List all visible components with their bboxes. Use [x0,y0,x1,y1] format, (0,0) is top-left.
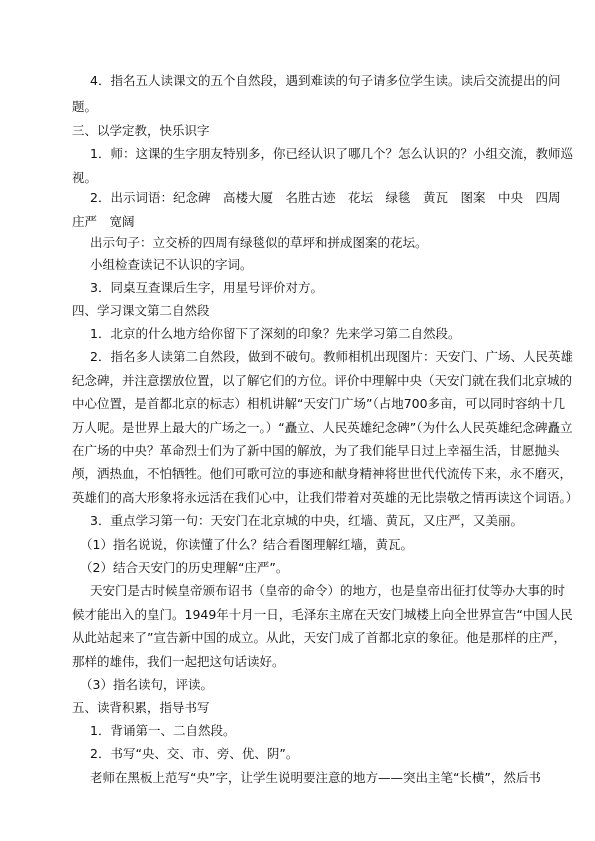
paragraph-line: 3．重点学习第一句：天安门在北京城的中央，红墙、黄瓦，又庄严，又美丽。 [90,513,523,528]
paragraph-line: 出示句子：立交桥的四周有绿毯似的草坪和拼成图案的花坛。 [90,235,428,250]
paragraph-line: 2．指名多人读第二自然段，做到不破句。教师相机出现图片：天安门、广场、人民英雄 [90,349,573,364]
paragraph-line: 题。 [72,99,98,114]
section-heading: 三、以学定教，快乐识字 [72,123,210,138]
paragraph-line: 候才能出入的皇门。1949年十月一日，毛泽东主席在天安门城楼上向全世界宣告“中国人民 [72,607,573,622]
paragraph-line: 英雄们的高大形象将永远活在我们心中，让我们带着对英雄的无比崇敬之情再读这个词语。） [72,490,579,505]
paragraph-line: 中心位置，是首都北京的标志）相机讲解“天安门广场”（占地700多亩，可以同时容纳十几 [72,396,566,411]
paragraph-line: 1．背诵第一、二自然段。 [90,723,236,738]
paragraph-line: 2．书写“央、交、市、旁、优、阴”。 [90,746,299,761]
paragraph-line: （2）结合天安门的历史理解“庄严”。 [80,560,289,575]
paragraph-line: （3）指名读句，评读。 [80,677,213,692]
paragraph-line: 4．指名五人读课文的五个自然段，遇到难读的句子请多位学生读。读后交流提出的问 [90,73,561,88]
paragraph-line: 3．同桌互查课后生字，用星号评价对方。 [90,280,323,295]
paragraph-line: 2．出示词语：纪念碑 高楼大厦 名胜古迹 花坛 绿毯 黄瓦 图案 中央 四周 [90,190,561,205]
section-heading: 五、读背积累，指导书写 [72,700,210,715]
paragraph-line: 1．师：这课的生字朋友特别多，你已经认识了哪几个？怎么认识的？小组交流，教师巡 [90,146,573,161]
paragraph-line: 小组检查读记不认识的字词。 [90,257,253,272]
paragraph-line: 那样的雄伟，我们一起把这句话读好。 [72,654,285,669]
paragraph-line: 万人呢。是世界上最大的广场之一。）“矗立、人民英雄纪念碑”（为什么人民英雄纪念碑矗立 [72,420,573,435]
paragraph-line: 1．北京的什么地方给你留下了深刻的印象？先来学习第二自然段。 [90,326,461,341]
paragraph-line: 在广场的中央？革命烈士们为了新中国的解放，为了我们能早日过上幸福生活，甘愿抛头 [72,443,560,458]
paragraph-line: 颅，洒热血，不怕牺牲。他们可歌可泣的事迹和献身精神将世世代代流传下来，永不磨灭， [72,466,573,481]
paragraph-line: 天安门是古时候皇帝颁布诏书（皇帝的命令）的地方，也是皇帝出征打仗等办大事的时 [90,583,566,598]
paragraph-line: 视。 [72,170,98,185]
paragraph-line: （1）指名说说，你读懂了什么？结合看图理解红墙，黄瓦。 [80,537,413,552]
section-heading: 四、学习课文第二自然段 [72,303,210,318]
paragraph-line: 老师在黑板上范写“央”字，让学生说明要注意的地方——突出主笔“长横”，然后书 [90,770,541,785]
paragraph-line: 从此站起来了”宣告新中国的成立。从此，天安门成了首都北京的象征。他是那样的庄严， [72,630,566,645]
paragraph-line: 纪念碑，并注意摆放位置，以了解它们的方位。评价中理解中央（天安门就在我们北京城的 [72,373,573,388]
paragraph-line: 庄严 宽阔 [72,214,135,229]
